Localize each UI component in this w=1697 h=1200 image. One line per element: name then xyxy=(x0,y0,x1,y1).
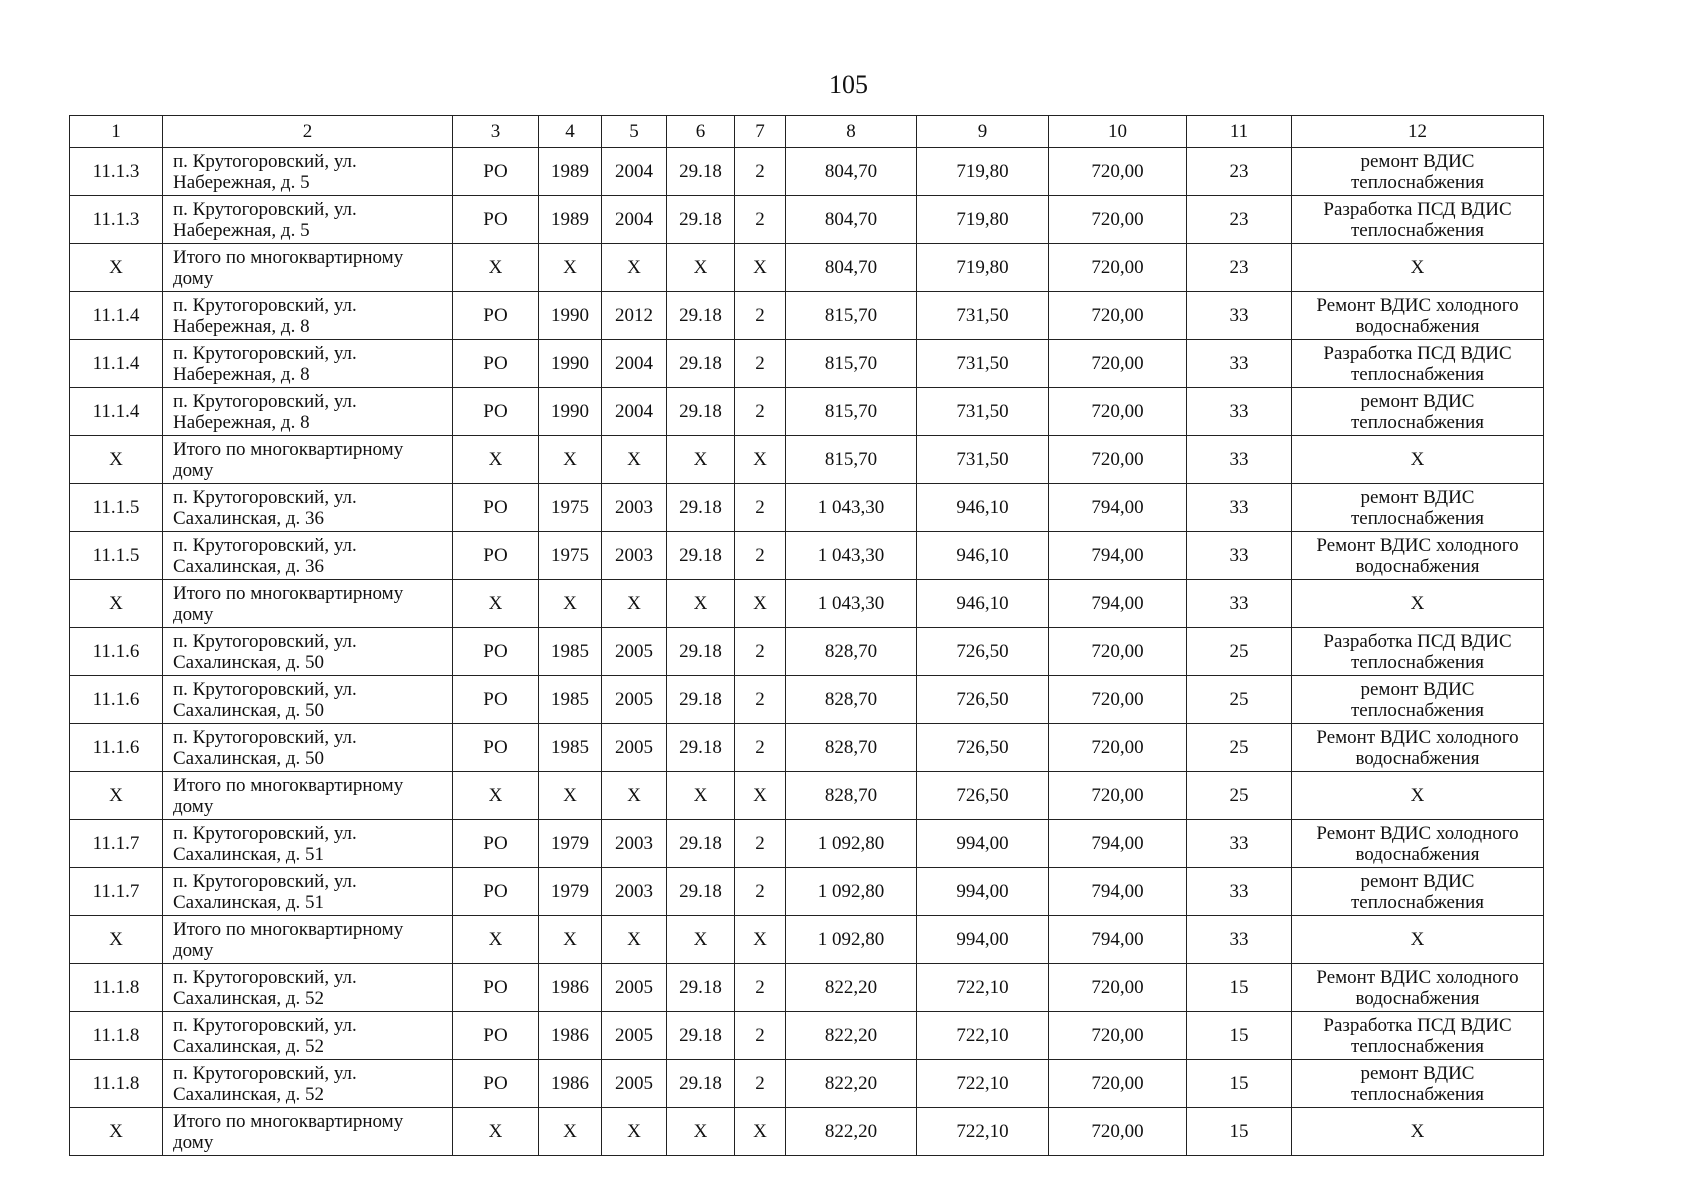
column-header: 7 xyxy=(735,116,786,148)
item-number-cell: 11.1.5 xyxy=(70,532,163,580)
code-cell: 29.18 xyxy=(667,1060,735,1108)
floors-cell: Х xyxy=(735,436,786,484)
last-repair-year-cell: Х xyxy=(602,244,667,292)
column-header: 4 xyxy=(539,116,602,148)
living-area-cell: 722,10 xyxy=(917,1060,1049,1108)
code-cell: Х xyxy=(667,580,735,628)
build-year-cell: Х xyxy=(539,580,602,628)
total-area-cell: 822,20 xyxy=(786,1012,917,1060)
living-area-cell: 722,10 xyxy=(917,1108,1049,1156)
owner-type-cell: Х xyxy=(453,244,539,292)
table-row xyxy=(70,484,1544,532)
living-area-cell: 994,00 xyxy=(917,868,1049,916)
total-area-cell: 822,20 xyxy=(786,964,917,1012)
total-area-cell: 1 092,80 xyxy=(786,820,917,868)
living-area-cell: 946,10 xyxy=(917,484,1049,532)
item-number-cell: 11.1.6 xyxy=(70,628,163,676)
subtotal-row xyxy=(70,772,1544,820)
subtotal-row xyxy=(70,916,1544,964)
living-area-cell: 719,80 xyxy=(917,196,1049,244)
last-repair-year-cell: 2003 xyxy=(602,484,667,532)
owner-type-cell: Х xyxy=(453,916,539,964)
owner-type-cell: РО xyxy=(453,388,539,436)
column-header: 5 xyxy=(602,116,667,148)
item-number-cell: 11.1.4 xyxy=(70,292,163,340)
living-area-cell: 731,50 xyxy=(917,340,1049,388)
item-number-cell: Х xyxy=(70,580,163,628)
owner-type-cell: Х xyxy=(453,1108,539,1156)
unit-cost-cell: 794,00 xyxy=(1049,484,1187,532)
code-cell: 29.18 xyxy=(667,964,735,1012)
item-number-cell: 11.1.8 xyxy=(70,964,163,1012)
code-cell: 29.18 xyxy=(667,532,735,580)
table-row xyxy=(70,196,1544,244)
floors-cell: 2 xyxy=(735,196,786,244)
living-area-cell: 726,50 xyxy=(917,628,1049,676)
code-cell: Х xyxy=(667,772,735,820)
total-area-cell: 1 043,30 xyxy=(786,580,917,628)
build-year-cell: 1985 xyxy=(539,628,602,676)
owner-type-cell: РО xyxy=(453,292,539,340)
living-area-cell: 731,50 xyxy=(917,292,1049,340)
last-repair-year-cell: 2005 xyxy=(602,1012,667,1060)
address-cell: Итого по многоквартирному дому xyxy=(163,436,453,484)
table-row xyxy=(70,820,1544,868)
item-number-cell: Х xyxy=(70,244,163,292)
unit-cost-cell: 720,00 xyxy=(1049,724,1187,772)
residents-cell: 15 xyxy=(1187,1012,1292,1060)
table-row xyxy=(70,964,1544,1012)
subtotal-row xyxy=(70,436,1544,484)
floors-cell: Х xyxy=(735,772,786,820)
floors-cell: 2 xyxy=(735,1012,786,1060)
floors-cell: 2 xyxy=(735,148,786,196)
residents-cell: 33 xyxy=(1187,916,1292,964)
total-area-cell: 822,20 xyxy=(786,1108,917,1156)
code-cell: 29.18 xyxy=(667,388,735,436)
owner-type-cell: РО xyxy=(453,196,539,244)
owner-type-cell: РО xyxy=(453,964,539,1012)
owner-type-cell: Х xyxy=(453,436,539,484)
address-cell: Итого по многоквартирному дому xyxy=(163,244,453,292)
work-type-cell: Ремонт ВДИС холодного водоснабжения xyxy=(1292,532,1544,580)
table-row xyxy=(70,628,1544,676)
work-type-cell: Х xyxy=(1292,1108,1544,1156)
owner-type-cell: РО xyxy=(453,1060,539,1108)
unit-cost-cell: 720,00 xyxy=(1049,628,1187,676)
residents-cell: 33 xyxy=(1187,580,1292,628)
item-number-cell: Х xyxy=(70,1108,163,1156)
owner-type-cell: РО xyxy=(453,724,539,772)
floors-cell: 2 xyxy=(735,820,786,868)
floors-cell: 2 xyxy=(735,868,786,916)
last-repair-year-cell: Х xyxy=(602,436,667,484)
unit-cost-cell: 794,00 xyxy=(1049,532,1187,580)
total-area-cell: 1 092,80 xyxy=(786,916,917,964)
last-repair-year-cell: 2004 xyxy=(602,388,667,436)
unit-cost-cell: 720,00 xyxy=(1049,340,1187,388)
work-type-cell: Разработка ПСД ВДИС теплоснабжения xyxy=(1292,340,1544,388)
total-area-cell: 804,70 xyxy=(786,196,917,244)
item-number-cell: 11.1.4 xyxy=(70,340,163,388)
item-number-cell: Х xyxy=(70,772,163,820)
owner-type-cell: РО xyxy=(453,868,539,916)
address-cell: п. Крутогоровский, ул. Сахалинская, д. 50 xyxy=(163,628,453,676)
column-header: 3 xyxy=(453,116,539,148)
work-type-cell: Х xyxy=(1292,244,1544,292)
total-area-cell: 804,70 xyxy=(786,244,917,292)
column-header: 6 xyxy=(667,116,735,148)
total-area-cell: 828,70 xyxy=(786,628,917,676)
owner-type-cell: РО xyxy=(453,676,539,724)
floors-cell: 2 xyxy=(735,292,786,340)
residents-cell: 25 xyxy=(1187,628,1292,676)
item-number-cell: Х xyxy=(70,436,163,484)
work-type-cell: Ремонт ВДИС холодного водоснабжения xyxy=(1292,724,1544,772)
subtotal-row xyxy=(70,1108,1544,1156)
work-type-cell: Х xyxy=(1292,916,1544,964)
build-year-cell: 1986 xyxy=(539,1060,602,1108)
owner-type-cell: Х xyxy=(453,772,539,820)
total-area-cell: 1 043,30 xyxy=(786,484,917,532)
owner-type-cell: РО xyxy=(453,148,539,196)
build-year-cell: 1989 xyxy=(539,196,602,244)
build-year-cell: 1985 xyxy=(539,724,602,772)
unit-cost-cell: 794,00 xyxy=(1049,580,1187,628)
owner-type-cell: РО xyxy=(453,628,539,676)
item-number-cell: 11.1.6 xyxy=(70,676,163,724)
column-header: 9 xyxy=(917,116,1049,148)
code-cell: 29.18 xyxy=(667,628,735,676)
owner-type-cell: РО xyxy=(453,1012,539,1060)
code-cell: 29.18 xyxy=(667,724,735,772)
address-cell: п. Крутогоровский, ул. Сахалинская, д. 52 xyxy=(163,964,453,1012)
total-area-cell: 828,70 xyxy=(786,724,917,772)
residents-cell: 33 xyxy=(1187,388,1292,436)
residents-cell: 33 xyxy=(1187,484,1292,532)
table-row xyxy=(70,1012,1544,1060)
unit-cost-cell: 720,00 xyxy=(1049,196,1187,244)
build-year-cell: 1986 xyxy=(539,1012,602,1060)
column-header: 12 xyxy=(1292,116,1544,148)
work-type-cell: Х xyxy=(1292,436,1544,484)
floors-cell: 2 xyxy=(735,532,786,580)
code-cell: 29.18 xyxy=(667,148,735,196)
total-area-cell: 804,70 xyxy=(786,148,917,196)
floors-cell: 2 xyxy=(735,964,786,1012)
last-repair-year-cell: 2004 xyxy=(602,340,667,388)
work-type-cell: Разработка ПСД ВДИС теплоснабжения xyxy=(1292,1012,1544,1060)
last-repair-year-cell: 2003 xyxy=(602,532,667,580)
unit-cost-cell: 720,00 xyxy=(1049,244,1187,292)
residents-cell: 23 xyxy=(1187,148,1292,196)
build-year-cell: 1979 xyxy=(539,868,602,916)
address-cell: п. Крутогоровский, ул. Набережная, д. 5 xyxy=(163,148,453,196)
unit-cost-cell: 794,00 xyxy=(1049,868,1187,916)
code-cell: 29.18 xyxy=(667,1012,735,1060)
work-type-cell: Х xyxy=(1292,580,1544,628)
table-row xyxy=(70,724,1544,772)
build-year-cell: 1975 xyxy=(539,532,602,580)
build-year-cell: 1979 xyxy=(539,820,602,868)
code-cell: Х xyxy=(667,1108,735,1156)
living-area-cell: 726,50 xyxy=(917,772,1049,820)
last-repair-year-cell: 2004 xyxy=(602,196,667,244)
owner-type-cell: Х xyxy=(453,580,539,628)
code-cell: 29.18 xyxy=(667,292,735,340)
living-area-cell: 726,50 xyxy=(917,724,1049,772)
living-area-cell: 719,80 xyxy=(917,148,1049,196)
living-area-cell: 719,80 xyxy=(917,244,1049,292)
build-year-cell: 1975 xyxy=(539,484,602,532)
work-type-cell: ремонт ВДИС теплоснабжения xyxy=(1292,484,1544,532)
column-header: 11 xyxy=(1187,116,1292,148)
table-row xyxy=(70,340,1544,388)
owner-type-cell: РО xyxy=(453,340,539,388)
residents-cell: 33 xyxy=(1187,436,1292,484)
unit-cost-cell: 720,00 xyxy=(1049,676,1187,724)
last-repair-year-cell: 2005 xyxy=(602,1060,667,1108)
build-year-cell: 1990 xyxy=(539,340,602,388)
living-area-cell: 994,00 xyxy=(917,820,1049,868)
address-cell: п. Крутогоровский, ул. Сахалинская, д. 51 xyxy=(163,820,453,868)
column-number-row xyxy=(70,116,1544,148)
unit-cost-cell: 720,00 xyxy=(1049,388,1187,436)
unit-cost-cell: 720,00 xyxy=(1049,1060,1187,1108)
last-repair-year-cell: 2005 xyxy=(602,628,667,676)
last-repair-year-cell: 2012 xyxy=(602,292,667,340)
total-area-cell: 815,70 xyxy=(786,292,917,340)
work-type-cell: Разработка ПСД ВДИС теплоснабжения xyxy=(1292,628,1544,676)
total-area-cell: 1 043,30 xyxy=(786,532,917,580)
address-cell: п. Крутогоровский, ул. Сахалинская, д. 51 xyxy=(163,868,453,916)
total-area-cell: 1 092,80 xyxy=(786,868,917,916)
table-body xyxy=(70,148,1544,1156)
living-area-cell: 731,50 xyxy=(917,436,1049,484)
code-cell: 29.18 xyxy=(667,340,735,388)
build-year-cell: 1985 xyxy=(539,676,602,724)
residents-cell: 23 xyxy=(1187,244,1292,292)
unit-cost-cell: 720,00 xyxy=(1049,772,1187,820)
last-repair-year-cell: Х xyxy=(602,1108,667,1156)
work-type-cell: ремонт ВДИС теплоснабжения xyxy=(1292,868,1544,916)
work-type-cell: ремонт ВДИС теплоснабжения xyxy=(1292,148,1544,196)
column-header: 2 xyxy=(163,116,453,148)
address-cell: п. Крутогоровский, ул. Сахалинская, д. 50 xyxy=(163,676,453,724)
subtotal-row xyxy=(70,580,1544,628)
living-area-cell: 722,10 xyxy=(917,1012,1049,1060)
last-repair-year-cell: 2003 xyxy=(602,820,667,868)
item-number-cell: 11.1.3 xyxy=(70,148,163,196)
unit-cost-cell: 720,00 xyxy=(1049,1108,1187,1156)
address-cell: Итого по многоквартирному дому xyxy=(163,772,453,820)
table-row xyxy=(70,148,1544,196)
code-cell: Х xyxy=(667,436,735,484)
last-repair-year-cell: Х xyxy=(602,580,667,628)
table-row xyxy=(70,1060,1544,1108)
column-header: 8 xyxy=(786,116,917,148)
floors-cell: 2 xyxy=(735,676,786,724)
total-area-cell: 815,70 xyxy=(786,388,917,436)
address-cell: Итого по многоквартирному дому xyxy=(163,916,453,964)
floors-cell: 2 xyxy=(735,388,786,436)
table-row xyxy=(70,292,1544,340)
floors-cell: Х xyxy=(735,916,786,964)
residents-cell: 25 xyxy=(1187,676,1292,724)
residents-cell: 25 xyxy=(1187,772,1292,820)
work-type-cell: ремонт ВДИС теплоснабжения xyxy=(1292,676,1544,724)
item-number-cell: 11.1.5 xyxy=(70,484,163,532)
address-cell: Итого по многоквартирному дому xyxy=(163,1108,453,1156)
build-year-cell: Х xyxy=(539,244,602,292)
work-type-cell: Ремонт ВДИС холодного водоснабжения xyxy=(1292,964,1544,1012)
table-row xyxy=(70,388,1544,436)
address-cell: п. Крутогоровский, ул. Сахалинская, д. 36 xyxy=(163,484,453,532)
work-type-cell: ремонт ВДИС теплоснабжения xyxy=(1292,388,1544,436)
item-number-cell: 11.1.3 xyxy=(70,196,163,244)
table-row xyxy=(70,532,1544,580)
build-year-cell: 1989 xyxy=(539,148,602,196)
last-repair-year-cell: 2005 xyxy=(602,676,667,724)
column-header: 1 xyxy=(70,116,163,148)
code-cell: Х xyxy=(667,916,735,964)
unit-cost-cell: 720,00 xyxy=(1049,1012,1187,1060)
work-type-cell: Ремонт ВДИС холодного водоснабжения xyxy=(1292,292,1544,340)
living-area-cell: 946,10 xyxy=(917,580,1049,628)
column-header: 10 xyxy=(1049,116,1187,148)
unit-cost-cell: 794,00 xyxy=(1049,820,1187,868)
table-row xyxy=(70,868,1544,916)
address-cell: п. Крутогоровский, ул. Сахалинская, д. 50 xyxy=(163,724,453,772)
build-year-cell: 1990 xyxy=(539,388,602,436)
total-area-cell: 815,70 xyxy=(786,436,917,484)
living-area-cell: 946,10 xyxy=(917,532,1049,580)
work-type-cell: Ремонт ВДИС холодного водоснабжения xyxy=(1292,820,1544,868)
address-cell: п. Крутогоровский, ул. Набережная, д. 8 xyxy=(163,340,453,388)
address-cell: п. Крутогоровский, ул. Сахалинская, д. 36 xyxy=(163,532,453,580)
unit-cost-cell: 720,00 xyxy=(1049,148,1187,196)
work-type-cell: Разработка ПСД ВДИС теплоснабжения xyxy=(1292,196,1544,244)
floors-cell: 2 xyxy=(735,340,786,388)
item-number-cell: 11.1.6 xyxy=(70,724,163,772)
build-year-cell: Х xyxy=(539,1108,602,1156)
build-year-cell: Х xyxy=(539,436,602,484)
page-number: 105 xyxy=(829,70,868,99)
build-year-cell: 1986 xyxy=(539,964,602,1012)
code-cell: 29.18 xyxy=(667,196,735,244)
last-repair-year-cell: Х xyxy=(602,916,667,964)
item-number-cell: Х xyxy=(70,916,163,964)
residents-cell: 23 xyxy=(1187,196,1292,244)
code-cell: 29.18 xyxy=(667,484,735,532)
work-type-cell: Х xyxy=(1292,772,1544,820)
build-year-cell: 1990 xyxy=(539,292,602,340)
code-cell: Х xyxy=(667,244,735,292)
total-area-cell: 822,20 xyxy=(786,1060,917,1108)
address-cell: п. Крутогоровский, ул. Сахалинская, д. 52 xyxy=(163,1060,453,1108)
living-area-cell: 722,10 xyxy=(917,964,1049,1012)
work-type-cell: ремонт ВДИС теплоснабжения xyxy=(1292,1060,1544,1108)
owner-type-cell: РО xyxy=(453,484,539,532)
total-area-cell: 815,70 xyxy=(786,340,917,388)
last-repair-year-cell: 2003 xyxy=(602,868,667,916)
owner-type-cell: РО xyxy=(453,532,539,580)
address-cell: Итого по многоквартирному дому xyxy=(163,580,453,628)
residents-cell: 33 xyxy=(1187,340,1292,388)
unit-cost-cell: 720,00 xyxy=(1049,436,1187,484)
living-area-cell: 726,50 xyxy=(917,676,1049,724)
residents-cell: 33 xyxy=(1187,820,1292,868)
floors-cell: 2 xyxy=(735,628,786,676)
floors-cell: Х xyxy=(735,1108,786,1156)
item-number-cell: 11.1.8 xyxy=(70,1060,163,1108)
unit-cost-cell: 720,00 xyxy=(1049,964,1187,1012)
repair-register-table xyxy=(69,115,1544,1156)
residents-cell: 15 xyxy=(1187,964,1292,1012)
build-year-cell: Х xyxy=(539,772,602,820)
residents-cell: 33 xyxy=(1187,868,1292,916)
code-cell: 29.18 xyxy=(667,676,735,724)
residents-cell: 33 xyxy=(1187,292,1292,340)
last-repair-year-cell: 2005 xyxy=(602,964,667,1012)
subtotal-row xyxy=(70,244,1544,292)
code-cell: 29.18 xyxy=(667,868,735,916)
floors-cell: Х xyxy=(735,244,786,292)
floors-cell: 2 xyxy=(735,484,786,532)
last-repair-year-cell: Х xyxy=(602,772,667,820)
item-number-cell: 11.1.4 xyxy=(70,388,163,436)
last-repair-year-cell: 2004 xyxy=(602,148,667,196)
residents-cell: 15 xyxy=(1187,1108,1292,1156)
address-cell: п. Крутогоровский, ул. Сахалинская, д. 52 xyxy=(163,1012,453,1060)
residents-cell: 25 xyxy=(1187,724,1292,772)
owner-type-cell: РО xyxy=(453,820,539,868)
address-cell: п. Крутогоровский, ул. Набережная, д. 8 xyxy=(163,388,453,436)
floors-cell: 2 xyxy=(735,1060,786,1108)
living-area-cell: 731,50 xyxy=(917,388,1049,436)
living-area-cell: 994,00 xyxy=(917,916,1049,964)
table-row xyxy=(70,676,1544,724)
item-number-cell: 11.1.7 xyxy=(70,868,163,916)
floors-cell: 2 xyxy=(735,724,786,772)
total-area-cell: 828,70 xyxy=(786,772,917,820)
item-number-cell: 11.1.7 xyxy=(70,820,163,868)
floors-cell: Х xyxy=(735,580,786,628)
address-cell: п. Крутогоровский, ул. Набережная, д. 8 xyxy=(163,292,453,340)
residents-cell: 33 xyxy=(1187,532,1292,580)
item-number-cell: 11.1.8 xyxy=(70,1012,163,1060)
residents-cell: 15 xyxy=(1187,1060,1292,1108)
unit-cost-cell: 794,00 xyxy=(1049,916,1187,964)
last-repair-year-cell: 2005 xyxy=(602,724,667,772)
unit-cost-cell: 720,00 xyxy=(1049,292,1187,340)
total-area-cell: 828,70 xyxy=(786,676,917,724)
build-year-cell: Х xyxy=(539,916,602,964)
code-cell: 29.18 xyxy=(667,820,735,868)
address-cell: п. Крутогоровский, ул. Набережная, д. 5 xyxy=(163,196,453,244)
